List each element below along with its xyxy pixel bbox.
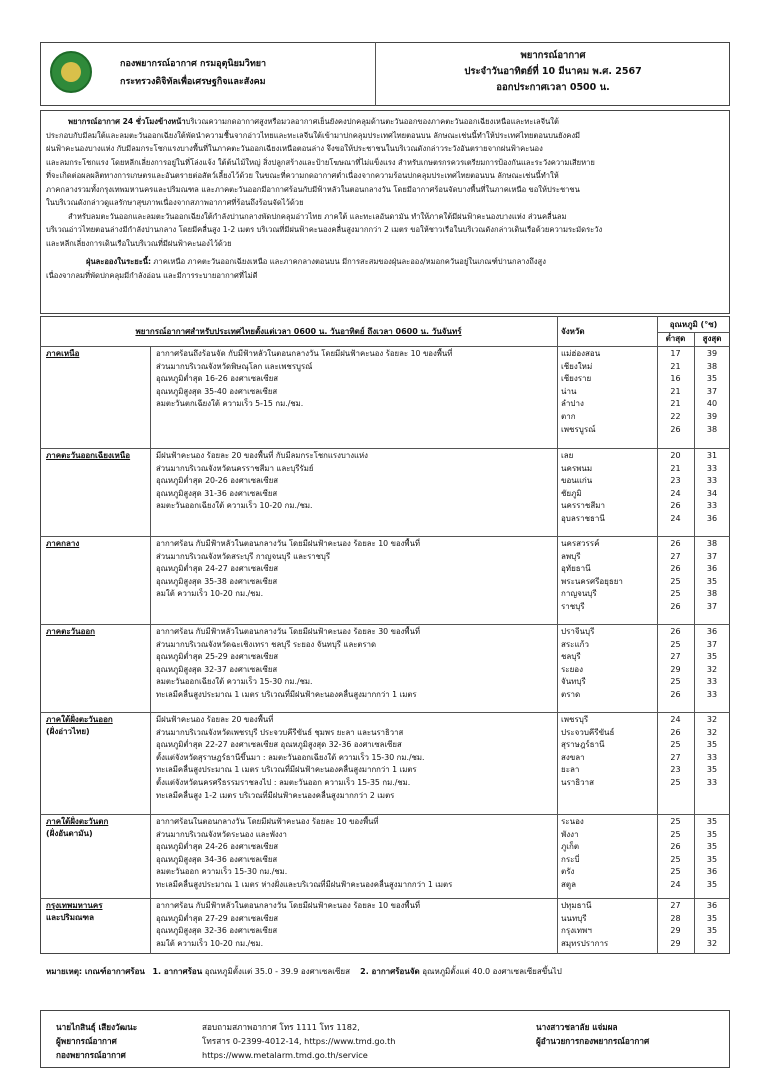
province-name: เชียงราย (561, 374, 592, 384)
province-name: ลพบุรี (561, 551, 581, 561)
province-max-temp: 35 (706, 880, 718, 889)
table-header-temp: อุณหภูมิ (°ซ) (669, 320, 718, 329)
region-forecast-line: ทะเลมีคลื่นสูง 1-2 เมตร บริเวณที่มีฝนฟ้าคะนองคลื่นสูงมากกว่า 2 เมตร (156, 790, 395, 800)
summary-text (46, 115, 726, 282)
region-forecast-line: อุณหภูมิสูงสุด 34-36 องศาเซลเซียส (156, 854, 278, 864)
region-forecast-line: อากาศร้อน กับมีฟ้าหลัวในตอนกลางวัน โดยมีฝนฟ้าคะนอง ร้อยละ 10 ของพื้นที่ (156, 901, 421, 910)
note-lead: หมายเหตุ: เกณฑ์อากาศร้อน (46, 967, 145, 976)
region-forecast-line: อุณหภูมิต่ำสุด 22-27 องศาเซลเซียส อุณหภูมิสูงสุด 32-36 องศาเซลเซียส (156, 740, 402, 750)
province-min-temp: 16 (670, 374, 681, 384)
province-min-temp: 29 (670, 664, 681, 674)
province-name: สระแก้ว (561, 639, 589, 649)
province-max-temp: 32 (706, 715, 718, 724)
summary-line: สำหรับลมตะวันออกและลมตะวันออกเฉียงใต้กำลังปานกลางพัดปกคลุมอ่าวไทย ภาคใต้ และทะเลอันดามัน ทำให้ภาคใต้มีฝนฟ้าคะนองบางแห่ง ส่วนคลื่นลม (68, 211, 567, 221)
province-max-temp: 32 (706, 664, 718, 674)
region-forecast-line: อุณหภูมิต่ำสุด 24-26 องศาเซลเซียส (156, 842, 279, 852)
province-max-temp: 35 (706, 854, 718, 864)
summary-lead: พยากรณ์อากาศ 24 ชั่วโมงข้างหน้า (68, 117, 186, 126)
province-max-temp: 36 (706, 564, 718, 574)
region-name: กรุงเทพมหานคร (46, 901, 103, 910)
region-forecast-line: อุณหภูมิต่ำสุด 25-29 องศาเซลเซียส (156, 652, 279, 662)
province-name: ระยอง (561, 664, 583, 674)
region-name: ภาคใต้ฝั่งตะวันตก (46, 817, 109, 826)
summary-line: ในบริเวณดังกล่าวดูแลรักษาสุขภาพเนื่องจากสภาพอากาศที่ร้อนถึงร้อนจัดไว้ด้วย (46, 198, 304, 207)
province-max-temp: 35 (706, 652, 718, 662)
region-forecast-line: ส่วนมากบริเวณจังหวัดสระบุรี กาญจนบุรี และราชบุรี (156, 551, 331, 561)
province-min-temp: 21 (670, 463, 681, 473)
province-max-temp: 35 (706, 926, 718, 936)
province-name: ภูเก็ต (561, 842, 580, 852)
province-max-temp: 33 (706, 501, 718, 511)
province-min-temp: 26 (670, 842, 681, 852)
region-forecast-line: อุณหภูมิสูงสุด 32-36 องศาเซลเซียส (156, 926, 278, 936)
summary-text-line: บริเวณความกดอากาศสูงหรือมวลอากาศเย็นยังคงปกคลุมด้านตะวันออกของภาคตะวันออกเฉียงเหนือและทะเลจีนใต้ (185, 117, 559, 126)
province-min-temp: 20 (670, 451, 681, 460)
province-min-temp: 26 (670, 539, 681, 548)
province-min-temp: 26 (670, 690, 681, 699)
province-name: เลย (561, 451, 574, 460)
province-name: กระบี่ (561, 854, 580, 864)
note-item2-label: 2. อากาศร้อนจัด (360, 967, 420, 976)
summary-line: และลมกระโชกแรง โดยหลีกเลี่ยงการอยู่ในที่โล่งแจ้ง ใต้ต้นไม้ใหญ่ สิ่งปลูกสร้างและป้ายโฆษณาที่ไม่แข็งแรง สำหรับเกษตรกรควรเตรียมการป้องกันและระวังความเสียหาย (46, 157, 595, 167)
region-forecast-line: ทะเลมีคลื่นสูงประมาณ 1 เมตร บริเวณที่มีฝนฟ้าคะนองคลื่นสูงมากกว่า 1 เมตร (156, 690, 417, 699)
note-line (46, 966, 562, 978)
province-name: ชัยภูมิ (561, 488, 582, 498)
region-forecast-line: ส่วนมากบริเวณจังหวัดระนอง และพังงา (156, 829, 287, 839)
forecaster-name: นายไกสินธุ์ เสียงวัฒนะ (56, 1022, 138, 1032)
province-name: ยะลา (561, 765, 580, 775)
summary-line (46, 115, 726, 129)
province-min-temp: 26 (670, 564, 681, 574)
region-forecast-line: อากาศร้อน กับมีฟ้าหลัวในตอนกลางวัน โดยมีฝนฟ้าคะนอง ร้อยละ 30 ของพื้นที่ (156, 627, 421, 636)
province-name: นราธิวาส (561, 778, 595, 787)
doc-issue-time: ออกประกาศเวลา 0500 น. (496, 82, 610, 93)
province-min-temp: 28 (670, 913, 681, 923)
province-name: อุบลราชธานี (561, 514, 605, 523)
province-name: ลำปาง (561, 399, 584, 409)
region-forecast-line: ตั้งแต่จังหวัดสุราษฎร์ธานีขึ้นมา : ลมตะวันออกเฉียงใต้ ความเร็ว 15-30 กม./ชม. (156, 752, 425, 762)
region-forecast-line: ลมตะวันออกเฉียงใต้ ความเร็ว 10-20 กม./ชม. (156, 501, 313, 511)
province-max-temp: 38 (706, 424, 718, 434)
region-forecast-line: ส่วนมากบริเวณจังหวัดพิษณุโลก และเพชรบูรณ์ (156, 361, 313, 371)
province-name: เชียงใหม่ (561, 361, 593, 371)
region-name: (ฝั่งอ่าวไทย) (46, 727, 90, 736)
province-name: สตูล (561, 880, 576, 889)
region-forecast-line: อุณหภูมิสูงสุด 35-40 องศาเซลเซียส (156, 386, 278, 396)
org-name-line1: กองพยากรณ์อากาศ กรมอุตุนิยมวิทยา (120, 59, 267, 69)
table-header-forecast: พยากรณ์อากาศสำหรับประเทศไทยตั้งแต่เวลา 0600 น. วันอาทิตย์ ถึงเวลา 0600 น. วันจันทร์ (135, 327, 462, 336)
summary-line: บริเวณอ่าวไทยตอนล่างมีกำลังปานกลาง โดยมีคลื่นสูง 1-2 เมตร บริเวณที่มีฝนฟ้าคะนองคลื่นสูงมากกว่า 2 เมตร ขอให้ชาวเรือในบริเวณดังกล่าวเดินเรือด้วยความระมัดระวัง (46, 225, 603, 234)
province-name: สมุทรปราการ (561, 938, 609, 948)
note-item2-text: อุณหภูมิตั้งแต่ 40.0 องศาเซลเซียสขึ้นไป (422, 967, 562, 976)
province-max-temp: 33 (706, 778, 718, 787)
province-max-temp: 35 (706, 829, 718, 839)
region-separator (40, 814, 730, 815)
note-item1-text: อุณหภูมิตั้งแต่ 35.0 - 39.9 องศาเซลเซียส (204, 967, 350, 976)
province-name: กรุงเทพฯ (561, 926, 592, 936)
province-min-temp: 25 (670, 576, 681, 586)
region-name: ภาคกลาง (46, 539, 80, 548)
province-min-temp: 27 (670, 901, 681, 910)
province-name: ตราด (561, 690, 581, 699)
dust-line: เนื่องจากลมที่พัดปกคลุมมีกำลังอ่อน และมีการระบายอากาศที่ไม่ดี (46, 270, 258, 280)
province-min-temp: 21 (670, 386, 681, 396)
province-name: ระนอง (561, 817, 584, 826)
forecaster-dept: กองพยากรณ์อากาศ (56, 1050, 126, 1060)
region-forecast-line: ทะเลมีคลื่นสูงประมาณ 1 เมตร ห่างฝั่งและบริเวณที่มีฝนฟ้าคะนองคลื่นสูงมากกว่า 1 เมตร (156, 880, 453, 889)
province-max-temp: 33 (706, 677, 718, 687)
province-max-temp: 40 (706, 399, 718, 409)
col-divider-province (557, 316, 558, 954)
province-min-temp: 26 (670, 424, 681, 434)
province-min-temp: 25 (670, 639, 681, 649)
province-min-temp: 26 (670, 602, 681, 611)
province-name: ปราจีนบุรี (561, 627, 595, 636)
province-name: พระนครศรีอยุธยา (561, 576, 623, 586)
province-min-temp: 29 (670, 938, 681, 948)
province-min-temp: 25 (670, 589, 681, 599)
province-min-temp: 25 (670, 854, 681, 864)
province-min-temp: 26 (670, 627, 681, 636)
contact-service-link[interactable]: https://www.metalarm.tmd.go.th/service (202, 1050, 368, 1060)
region-forecast-line: ทะเลมีคลื่นสูงประมาณ 1 เมตร บริเวณที่มีฝนฟ้าคะนองคลื่นสูงมากกว่า 1 เมตร (156, 765, 417, 775)
province-min-temp: 25 (670, 817, 681, 826)
region-forecast-line: อุณหภูมิสูงสุด 32-37 องศาเซลเซียส (156, 664, 278, 674)
province-min-temp: 23 (670, 476, 681, 486)
province-max-temp: 36 (706, 627, 718, 636)
region-forecast-line: ลมตะวันตกเฉียงใต้ ความเร็ว 5-15 กม./ชม. (156, 399, 304, 409)
province-max-temp: 34 (706, 488, 718, 498)
province-max-temp: 36 (706, 514, 718, 523)
director-title: ผู้อำนวยการกองพยากรณ์อากาศ (536, 1036, 650, 1046)
province-min-temp: 22 (670, 412, 681, 421)
doc-date: ประจำวันอาทิตย์ที่ 10 มีนาคม พ.ศ. 2567 (464, 66, 642, 77)
province-min-temp: 25 (670, 778, 681, 787)
province-name: ตรัง (561, 867, 575, 877)
province-min-temp: 23 (670, 765, 681, 775)
region-forecast-line: ส่วนมากบริเวณจังหวัดนครราชสีมา และบุรีรัมย์ (156, 463, 314, 473)
province-name: จันทบุรี (561, 677, 586, 687)
region-separator (40, 898, 730, 899)
province-min-temp: 24 (670, 880, 681, 889)
province-name: สงขลา (561, 752, 585, 762)
region-name: และปริมณฑล (46, 913, 94, 922)
doc-title: พยากรณ์อากาศ (520, 50, 586, 61)
province-max-temp: 33 (706, 690, 718, 699)
contact-fax-web[interactable]: โทรสาร 0-2399-4012-14, https://www.tmd.go.th (202, 1036, 396, 1046)
tmd-logo-icon (50, 51, 92, 93)
province-max-temp: 37 (706, 639, 718, 649)
province-min-temp: 24 (670, 514, 681, 523)
province-max-temp: 35 (706, 374, 718, 384)
region-forecast-line: ส่วนมากบริเวณจังหวัดฉะเชิงเทรา ชลบุรี ระยอง จันทบุรี และตราด (156, 639, 377, 649)
province-max-temp: 39 (706, 412, 718, 421)
col-divider-region (150, 346, 151, 954)
province-max-temp: 36 (706, 867, 718, 877)
region-forecast-line: ตั้งแต่จังหวัดนครศรีธรรมราชลงไป : ลมตะวันออก ความเร็ว 15-35 กม./ชม. (156, 778, 411, 787)
province-max-temp: 37 (706, 386, 718, 396)
region-separator (40, 712, 730, 713)
province-max-temp: 38 (706, 589, 718, 599)
region-forecast-line: ลมใต้ ความเร็ว 10-20 กม./ชม. (156, 589, 264, 599)
region-separator (40, 448, 730, 449)
province-min-temp: 21 (670, 361, 681, 371)
org-name-line2: กระทรวงดิจิทัลเพื่อเศรษฐกิจและสังคม (120, 77, 266, 87)
dust-text: ภาคเหนือ ภาคตะวันออกเฉียงเหนือ และภาคกลางตอนบน มีการสะสมของฝุ่นละออง/หมอกควันอยู่ในเกณฑ์ปานกลางถึงสูง (151, 257, 546, 266)
region-forecast-line: อุณหภูมิต่ำสุด 24-27 องศาเซลเซียส (156, 564, 279, 574)
region-forecast-line: ลมตะวันออก ความเร็ว 15-30 กม./ชม. (156, 867, 288, 877)
province-max-temp: 32 (706, 727, 718, 737)
region-name: ภาคใต้ฝั่งตะวันออก (46, 715, 113, 724)
province-max-temp: 38 (706, 361, 718, 371)
province-min-temp: 26 (670, 501, 681, 511)
province-min-temp: 29 (670, 926, 681, 936)
region-name: ภาคเหนือ (46, 349, 80, 358)
province-name: สุราษฎร์ธานี (561, 740, 605, 750)
summary-line: ฝนฟ้าคะนองบางแห่ง กับมีลมกระโชกแรงบางพื้นที่ในภาคตะวันออกเฉียงเหนือตอนล่าง จึงขอให้ประชาชนในบริเวณดังกล่าวระวังอันตรายจากฝนฟ้าคะนอง (46, 144, 543, 153)
region-forecast-line: อุณหภูมิสูงสุด 35-38 องศาเซลเซียส (156, 576, 278, 586)
province-min-temp: 27 (670, 652, 681, 662)
province-name: อุทัยธานี (561, 564, 591, 574)
region-separator (40, 536, 730, 537)
province-name: ประจวบคีรีขันธ์ (561, 727, 615, 737)
dust-line (46, 255, 726, 269)
province-min-temp: 17 (670, 349, 681, 358)
region-forecast-line: มีฝนฟ้าคะนอง ร้อยละ 20 ของพื้นที่ (156, 715, 274, 724)
table-header-province: จังหวัด (561, 327, 585, 336)
province-name: ปทุมธานี (561, 901, 592, 910)
table-header-bottom (40, 346, 730, 347)
province-max-temp: 37 (706, 602, 718, 611)
province-min-temp: 25 (670, 829, 681, 839)
province-max-temp: 35 (706, 817, 718, 826)
province-name: แม่ฮ่องสอน (561, 349, 601, 358)
province-max-temp: 35 (706, 576, 718, 586)
province-max-temp: 35 (706, 765, 718, 775)
province-name: นนทบุรี (561, 913, 587, 923)
province-max-temp: 39 (706, 349, 718, 358)
region-separator (40, 624, 730, 625)
province-min-temp: 24 (670, 715, 681, 724)
province-min-temp: 26 (670, 727, 681, 737)
summary-line: ประกอบกับมีลมใต้และลมตะวันออกเฉียงใต้พัดนำความชื้นจากอ่าวไทยและทะเลจีนใต้เข้ามาปกคลุมประเทศไทยตอนบน ลักษณะเช่นนี้ทำให้ประเทศไทยตอนบนยังคงมี (46, 130, 581, 140)
province-name: นครราชสีมา (561, 501, 605, 511)
province-name: นครพนม (561, 463, 593, 473)
province-min-temp: 25 (670, 740, 681, 750)
province-max-temp: 33 (706, 463, 718, 473)
summary-line: และหลีกเลี่ยงการเดินเรือในบริเวณที่มีฝนฟ้าคะนองไว้ด้วย (46, 238, 232, 248)
director-name: นางสาวชลาลัย แจ่มผล (536, 1022, 618, 1032)
province-max-temp: 35 (706, 740, 718, 750)
province-max-temp: 35 (706, 913, 718, 923)
province-name: เพชรบุรี (561, 715, 589, 724)
note-item1-label: 1. อากาศร้อน (152, 967, 203, 976)
region-forecast-line: อุณหภูมิสูงสุด 31-36 องศาเซลเซียส (156, 488, 278, 498)
contact-phone: สอบถามสภาพอากาศ โทร 1111 โทร 1182, (202, 1022, 360, 1032)
province-name: ชลบุรี (561, 652, 581, 662)
table-header-min: ต่ำสุด (665, 334, 686, 343)
province-min-temp: 21 (670, 399, 681, 409)
province-name: ตาก (561, 412, 576, 421)
province-max-temp: 37 (706, 551, 718, 561)
region-name: ภาคตะวันออก (46, 627, 96, 636)
region-forecast-line: ลมตะวันออกเฉียงใต้ ความเร็ว 15-30 กม./ชม. (156, 677, 313, 687)
region-forecast-line: อุณหภูมิต่ำสุด 16-26 องศาเซลเซียส (156, 374, 279, 384)
province-name: ราชบุรี (561, 602, 585, 611)
region-forecast-line: อากาศร้อน กับมีฟ้าหลัวในตอนกลางวัน โดยมีฝนฟ้าคะนอง ร้อยละ 10 ของพื้นที่ (156, 539, 421, 548)
summary-line: ภาคกลางรวมทั้งกรุงเทพมหานครและปริมณฑล และภาคตะวันออกมีอากาศร้อนกับมีฟ้าหลัวในตอนกลางวัน โดยมีอากาศร้อนจัดบางพื้นที่ในภาคเหนือ ขอให้ประชาชน (46, 184, 580, 194)
forecaster-title: ผู้พยากรณ์อากาศ (56, 1036, 117, 1046)
province-max-temp: 32 (706, 938, 718, 948)
province-name: กาญจนบุรี (561, 589, 597, 599)
region-name: ภาคตะวันออกเฉียงเหนือ (46, 451, 131, 460)
region-forecast-line: อุณหภูมิต่ำสุด 20-26 องศาเซลเซียส (156, 476, 279, 486)
region-forecast-line: อุณหภูมิต่ำสุด 27-29 องศาเซลเซียส (156, 913, 279, 923)
region-name: (ฝั่งอันดามัน) (46, 829, 93, 838)
province-min-temp: 25 (670, 677, 681, 687)
province-name: น่าน (561, 386, 577, 396)
province-min-temp: 27 (670, 551, 681, 561)
province-max-temp: 35 (706, 842, 718, 852)
summary-line: ที่จะเกิดต่อผลผลิตทางการเกษตรและอันตรายต่อสัตว์เลี้ยงไว้ด้วย ในขณะที่ความกดอากาศต่ำเนื่องจากความร้อนปกคลุมประเทศไทยตอนบน ลักษณะเช่นนี้ทำให้ (46, 171, 559, 180)
province-max-temp: 33 (706, 752, 718, 762)
region-forecast-line: ลมใต้ ความเร็ว 10-20 กม./ชม. (156, 938, 264, 948)
table-header-max: สูงสุด (702, 334, 722, 343)
province-max-temp: 33 (706, 476, 718, 486)
province-min-temp: 27 (670, 752, 681, 762)
region-forecast-line: อากาศร้อนในตอนกลางวัน โดยมีฝนฟ้าคะนอง ร้อยละ 10 ของพื้นที่ (156, 817, 379, 826)
province-min-temp: 24 (670, 488, 681, 498)
province-name: นครสวรรค์ (561, 539, 600, 548)
province-max-temp: 36 (706, 901, 718, 910)
region-forecast-line: มีฝนฟ้าคะนอง ร้อยละ 20 ของพื้นที่ กับมีลมกระโชกแรงบางแห่ง (156, 451, 368, 460)
dust-lead: ฝุ่นละอองในระยะนี้: (86, 257, 152, 266)
province-min-temp: 25 (670, 867, 681, 877)
province-name: ขอนแก่น (561, 476, 593, 486)
province-max-temp: 38 (706, 539, 718, 548)
province-max-temp: 31 (706, 451, 718, 460)
province-name: พังงา (561, 829, 579, 839)
region-forecast-line: ส่วนมากบริเวณจังหวัดเพชรบุรี ประจวบคีรีขันธ์ ชุมพร ยะลา และนราธิวาส (156, 727, 404, 737)
province-name: เพชรบูรณ์ (561, 424, 596, 434)
region-forecast-line: อากาศร้อนถึงร้อนจัด กับมีฟ้าหลัวในตอนกลางวัน โดยมีฝนฟ้าคะนอง ร้อยละ 10 ของพื้นที่ (156, 349, 453, 358)
